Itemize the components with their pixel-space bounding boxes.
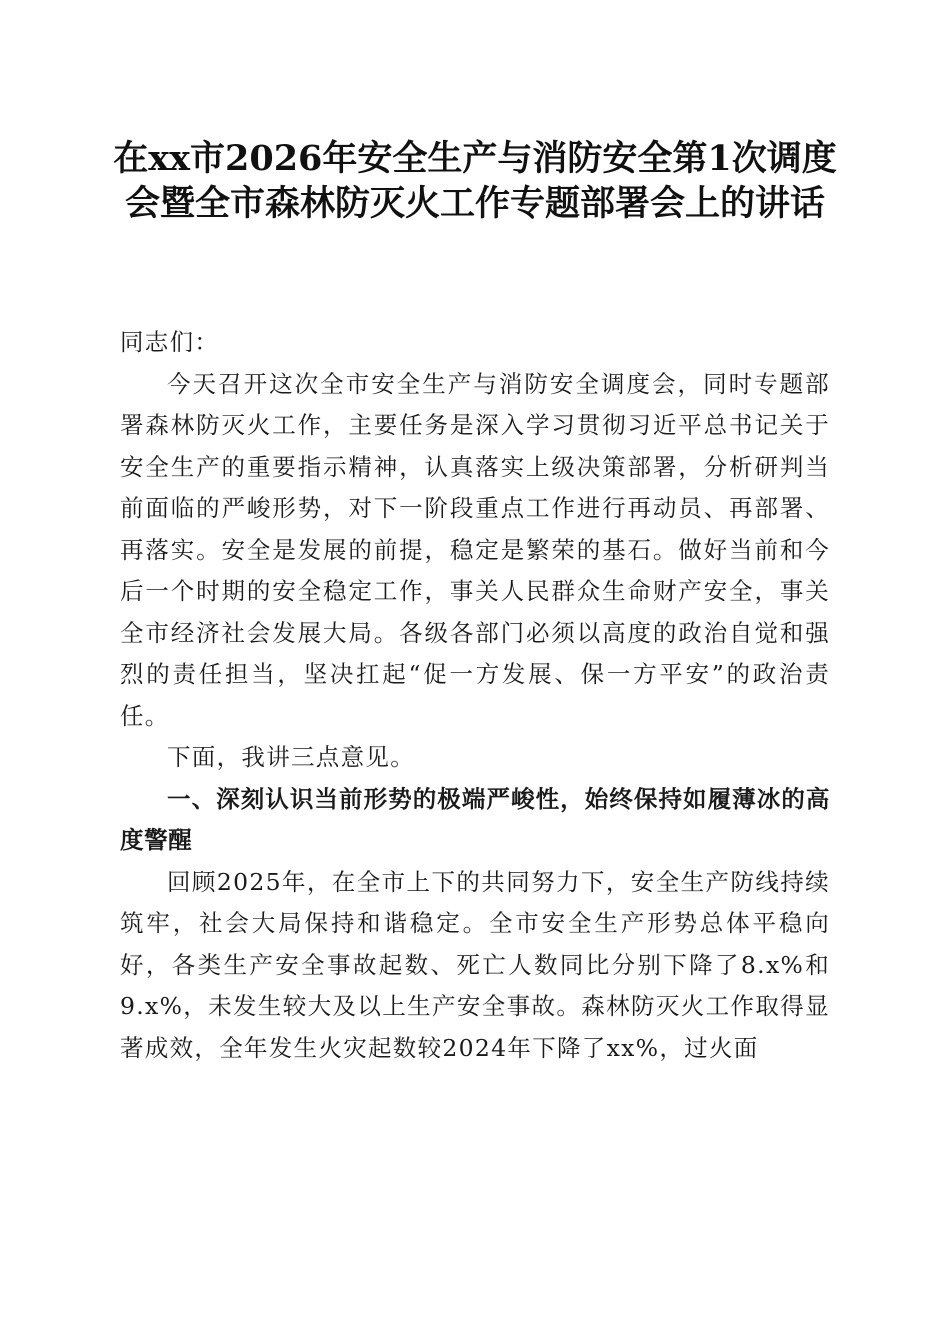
transition-paragraph: 下面，我讲三点意见。 [167,743,415,771]
intro-paragraph: 今天召开这次全市安全生产与消防安全调度会，同时专题部署森林防灭火工作，主要任务是深入学习贯彻习近平总书记关于安全生产的重要指示精神，认真落实上级决策部署，分析研判当前面临的严峻形势，对下一阶段重点工作进行再动员、再部署、再落实。安全是发展的前提，稳定是繁荣的基石。做好当前和今后一个时期的安全稳定工作，事关人民群众生命财产安全，事关全市经济社会发展大局。各级各部门必须以高度的政治自觉和强烈的责任担当，坚决扛起“促一方发展、保一方平安”的政治责任。 [120,369,830,730]
document-body [120,322,830,1069]
document-title: 在xx市2026年安全生产与消防安全第1次调度会暨全市森林防灭火工作专题部署会上的讲话 [113,138,837,224]
section-1-paragraph: 回顾2025年，在全市上下的共同努力下，安全生产防线持续筑牢，社会大局保持和谐稳定。全市安全生产形势总体平稳向好，各类生产安全事故起数、死亡人数同比分别下降了8.x%和9.x%，未发生较大及以上生产安全事故。森林防灭火工作取得显著成效，全年发生火灾起数较2024年下降了xx%，过火面 [120,867,830,1062]
section-heading-1: 一、深刻认识当前形势的极端严峻性，始终保持如履薄冰的高度警醒 [120,784,830,854]
salutation: 同志们： [120,328,220,356]
